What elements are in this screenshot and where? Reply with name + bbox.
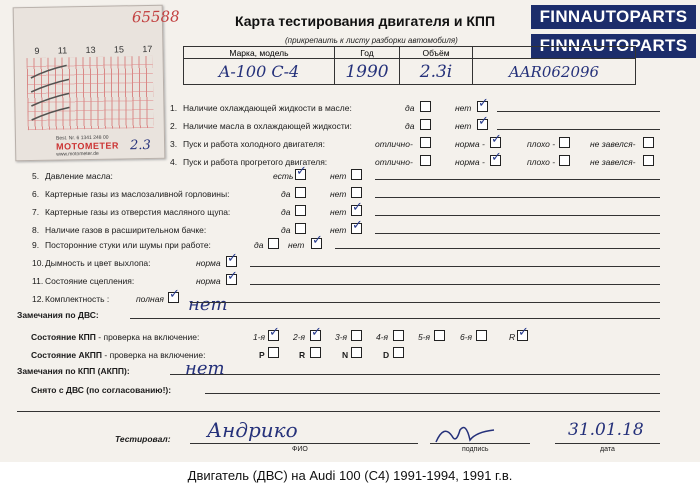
tested-label: Тестировал: bbox=[115, 434, 171, 444]
removed-line-2 bbox=[17, 411, 660, 412]
checkmark-icon: ✓ bbox=[352, 218, 363, 233]
item-number: 10. bbox=[32, 258, 44, 268]
checkmark-icon: ✓ bbox=[478, 96, 489, 111]
vehicle-info-table bbox=[183, 46, 636, 85]
item-number: 1. bbox=[170, 103, 178, 113]
akpp-check: - проверка на включение: bbox=[102, 350, 206, 360]
item-text: Дымность и цвет выхлопа: bbox=[45, 258, 151, 268]
scale-tick: 15 bbox=[113, 44, 125, 55]
kpp-state: Состояние КПП bbox=[31, 332, 96, 342]
kpp-check: - проверка на включение: bbox=[95, 332, 200, 342]
remarks-kpp-line bbox=[170, 374, 660, 375]
checkbox[interactable] bbox=[351, 347, 362, 358]
option-label: да bbox=[281, 207, 291, 217]
item-text: Картерные газы из маслозаливной горловины: bbox=[45, 189, 230, 199]
checkmark-icon: ✓ bbox=[478, 114, 489, 129]
option-label: норма bbox=[196, 258, 221, 268]
gear-label: 4-я bbox=[376, 332, 389, 342]
gear-label: 1-я bbox=[253, 332, 266, 342]
option-label: да bbox=[281, 189, 291, 199]
checkbox[interactable] bbox=[420, 155, 431, 166]
kpp-label bbox=[31, 332, 199, 342]
completeness-note: нет bbox=[188, 294, 228, 315]
option-label: да bbox=[405, 121, 415, 131]
akpp-state: Состояние АКПП bbox=[31, 350, 103, 360]
header-year: Год bbox=[335, 47, 400, 59]
answer-line bbox=[250, 284, 660, 285]
item-number: 2. bbox=[170, 121, 178, 131]
item-number: 5. bbox=[32, 171, 40, 181]
page-subtitle: (прикрепаить к листу разборки автомобиля) bbox=[285, 36, 458, 45]
option-label: норма - bbox=[455, 157, 485, 167]
scale-tick: 9 bbox=[34, 45, 40, 56]
gear-label: R bbox=[509, 332, 516, 342]
checkmark-icon: ✓ bbox=[311, 325, 322, 340]
answer-line bbox=[375, 197, 660, 198]
item-text: Наличие охлаждающей жидкости в масле: bbox=[183, 103, 352, 113]
value-volume: 2.3i bbox=[400, 59, 473, 85]
option-label: нет bbox=[330, 189, 347, 199]
gear-label: 3-я bbox=[335, 332, 348, 342]
item-number: 11. bbox=[32, 276, 44, 286]
remarks-dvs-label: Замечания по ДВС: bbox=[17, 310, 99, 320]
item-text: Наличие газов в расширительном бачке: bbox=[45, 225, 207, 235]
akpp-gear-label: P bbox=[259, 350, 265, 360]
checkbox[interactable] bbox=[559, 137, 570, 148]
option-label: не завелся- bbox=[590, 139, 636, 149]
option-label: есть bbox=[273, 171, 294, 181]
header-code bbox=[473, 47, 636, 59]
checkmark-icon: ✓ bbox=[227, 269, 238, 284]
option-label: нет bbox=[330, 171, 347, 181]
removed-line bbox=[205, 393, 660, 394]
photo-caption: Двигатель (ДВС) на Audi 100 (C4) 1991-1994, 1991 г.в. bbox=[187, 468, 513, 483]
checkmark-icon: ✓ bbox=[518, 325, 529, 340]
checkmark-icon: ✓ bbox=[491, 132, 502, 147]
gauge-grid bbox=[27, 56, 154, 130]
option-label: да bbox=[254, 240, 264, 250]
option-label: нет bbox=[330, 207, 347, 217]
stamp-number: 65588 bbox=[131, 7, 180, 27]
checkbox[interactable] bbox=[295, 223, 306, 234]
checkbox[interactable] bbox=[351, 169, 362, 180]
item-number: 6. bbox=[32, 189, 40, 199]
checkbox[interactable] bbox=[351, 330, 362, 341]
checkmark-icon: ✓ bbox=[352, 200, 363, 215]
test-date: 31.01.18 bbox=[568, 420, 644, 440]
akpp-gear-label: N bbox=[342, 350, 349, 360]
page-title: Карта тестирования двигателя и КПП bbox=[235, 13, 496, 29]
item-text: Картерные газы из отверстия масляного щупа: bbox=[45, 207, 231, 217]
value-code: AAR062096 bbox=[473, 59, 636, 85]
value-model: A-100 C-4 bbox=[184, 59, 335, 85]
stamp-value: 2.3 bbox=[129, 137, 151, 154]
header-volume: Объём bbox=[400, 47, 473, 59]
gauge-trace-lines bbox=[27, 56, 154, 130]
item-number: 12. bbox=[32, 294, 44, 304]
item-number: 9. bbox=[32, 240, 40, 250]
gauge-scale bbox=[34, 44, 152, 56]
checkmark-icon: ✓ bbox=[269, 325, 280, 340]
option-label: нет bbox=[330, 225, 347, 235]
kpp-remarks-note: нет bbox=[185, 358, 225, 379]
removed-label: Снято с ДВС (по согласованию!): bbox=[31, 385, 172, 395]
scale-tick: 13 bbox=[85, 44, 96, 56]
answer-line bbox=[335, 248, 660, 249]
item-number: 7. bbox=[32, 207, 40, 217]
item-text: Наличие масла в охлаждающей жидкости: bbox=[183, 121, 352, 131]
gear-label: 6-я bbox=[460, 332, 473, 342]
item-text: Давление масла: bbox=[45, 171, 113, 181]
gear-label: 2-я bbox=[293, 332, 306, 342]
akpp-label bbox=[31, 350, 205, 360]
option-label: не завелся- bbox=[590, 157, 636, 167]
checkbox[interactable] bbox=[351, 187, 362, 198]
checkbox[interactable] bbox=[643, 137, 654, 148]
option-label: плохо - bbox=[527, 157, 556, 167]
option-label: отлично- bbox=[375, 139, 413, 149]
option-label: нет bbox=[455, 103, 472, 113]
checkmark-icon: ✓ bbox=[169, 287, 180, 302]
checkbox[interactable] bbox=[393, 347, 404, 358]
checkbox[interactable] bbox=[310, 347, 321, 358]
option-label: норма bbox=[196, 276, 221, 286]
option-label: отлично- bbox=[375, 157, 413, 167]
option-label: плохо - bbox=[527, 139, 556, 149]
remarks-dvs-line bbox=[130, 318, 660, 319]
scale-tick: 11 bbox=[57, 45, 68, 56]
option-label: норма - bbox=[455, 139, 485, 149]
checkbox[interactable] bbox=[420, 137, 431, 148]
checkbox[interactable] bbox=[268, 238, 279, 249]
gear-label: 5-я bbox=[418, 332, 431, 342]
item-number: 8. bbox=[32, 225, 40, 235]
checkbox[interactable] bbox=[420, 101, 431, 112]
checkmark-icon: ✓ bbox=[312, 233, 323, 248]
option-label: нет bbox=[288, 240, 305, 250]
answer-line bbox=[497, 111, 660, 112]
scale-tick: 17 bbox=[142, 43, 153, 55]
fio-label: ФИО bbox=[292, 446, 308, 453]
tested-name-line bbox=[190, 443, 418, 444]
checkmark-icon: ✓ bbox=[227, 251, 238, 266]
item-text: Комплектность : bbox=[45, 294, 110, 304]
checkbox[interactable] bbox=[268, 347, 279, 358]
akpp-gear-label: D bbox=[383, 350, 390, 360]
checkbox[interactable] bbox=[434, 330, 445, 341]
item-text: Пуск и работа прогретого двигателя: bbox=[183, 157, 328, 167]
tester-name: Андрико bbox=[207, 418, 298, 442]
date-line bbox=[555, 443, 660, 444]
answer-line bbox=[497, 129, 660, 130]
item-text: Состояние сцепления: bbox=[45, 276, 135, 286]
checkbox[interactable] bbox=[295, 187, 306, 198]
item-number: 3. bbox=[170, 139, 178, 149]
checkmark-icon: ✓ bbox=[296, 164, 307, 179]
stamp-site: www.motometer.de bbox=[56, 150, 99, 158]
akpp-gear-label: R bbox=[299, 350, 306, 360]
option-label: нет bbox=[455, 121, 472, 131]
answer-line bbox=[250, 266, 660, 267]
checkbox[interactable] bbox=[476, 330, 487, 341]
brand-watermark: FINNAUTOPARTS bbox=[531, 34, 696, 58]
checkbox[interactable] bbox=[295, 205, 306, 216]
option-label: да bbox=[405, 103, 415, 113]
answer-line bbox=[375, 233, 660, 234]
remarks-kpp-label: Замечания по КПП (АКПП): bbox=[17, 366, 130, 376]
item-text: Посторонние стуки или шумы при работе: bbox=[45, 240, 211, 250]
item-number: 4. bbox=[170, 157, 178, 167]
header-model: Марка, модель bbox=[184, 47, 335, 59]
option-label: полная bbox=[136, 294, 164, 304]
answer-line bbox=[375, 179, 660, 180]
stamp-id: Best. Nr. 6 1341 248 00 bbox=[55, 134, 109, 142]
brand-watermark: FINNAUTOPARTS bbox=[531, 5, 696, 29]
checkbox[interactable] bbox=[559, 155, 570, 166]
checkmark-icon: ✓ bbox=[491, 150, 502, 165]
compression-test-card bbox=[13, 5, 180, 162]
answer-line bbox=[190, 302, 660, 303]
option-label: да bbox=[281, 225, 291, 235]
sign-label: подпись bbox=[462, 446, 489, 453]
value-year: 1990 bbox=[335, 59, 400, 85]
checkbox[interactable] bbox=[420, 119, 431, 130]
item-text: Пуск и работа холодного двигателя: bbox=[183, 139, 325, 149]
date-label: дата bbox=[600, 446, 615, 453]
checkbox[interactable] bbox=[643, 155, 654, 166]
motometer-logo: MOTOMETER bbox=[56, 140, 120, 152]
answer-line bbox=[375, 215, 660, 216]
signature-line bbox=[430, 443, 530, 444]
checkbox[interactable] bbox=[393, 330, 404, 341]
